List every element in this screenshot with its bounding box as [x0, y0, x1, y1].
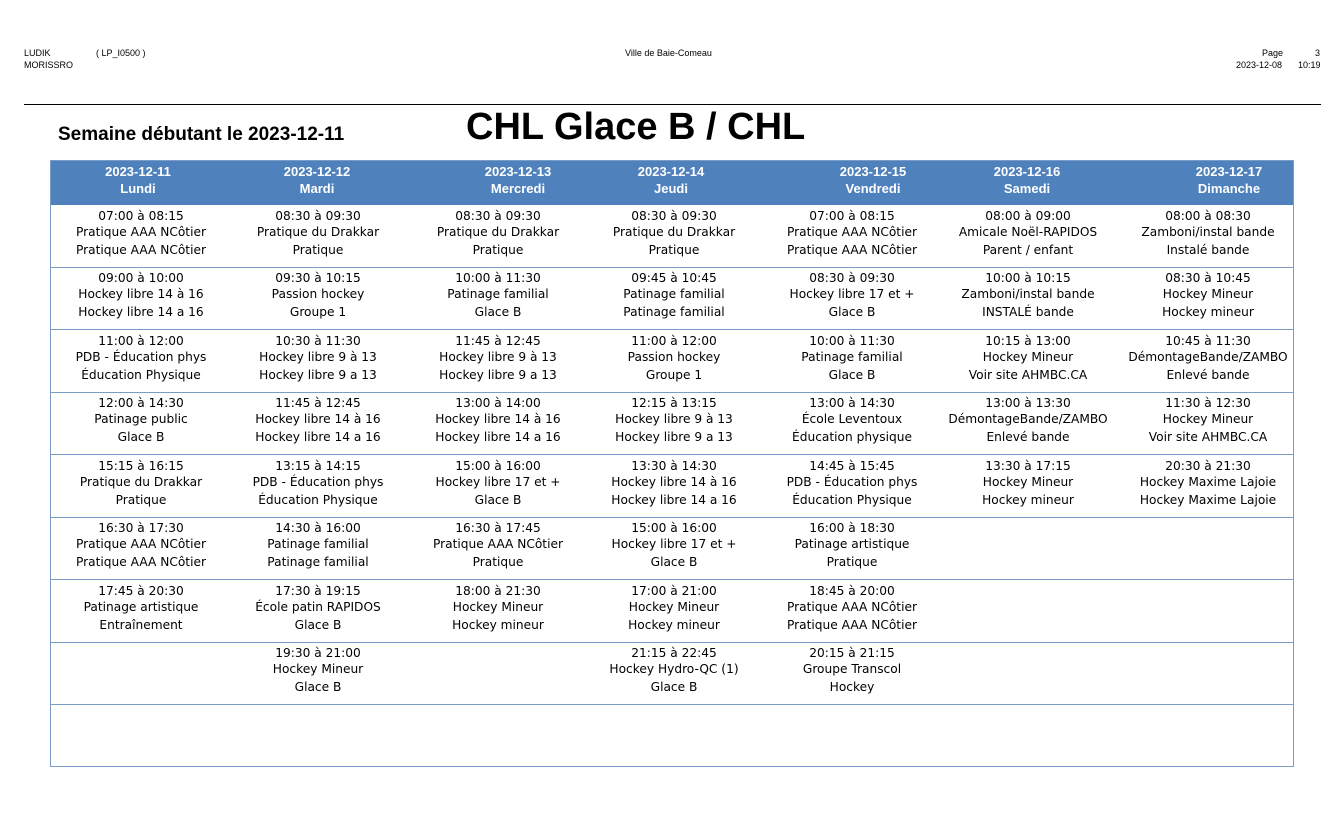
entry-time: 20:15 à 21:15	[809, 646, 895, 660]
entry-activity: Hockey Mineur	[452, 600, 544, 614]
entry-time: 15:00 à 16:00	[631, 521, 717, 535]
entry-group: Pratique	[648, 243, 700, 257]
schedule-entry	[223, 330, 413, 392]
entry-time: 16:30 à 17:30	[98, 521, 184, 535]
entry-time: 13:00 à 14:00	[455, 396, 541, 410]
schedule-entry	[46, 267, 236, 329]
entry-group: Pratique AAA NCôtier	[76, 243, 206, 257]
entry-group	[1113, 553, 1303, 571]
entry-group: Glace B	[474, 493, 522, 507]
entry-activity: Hockey libre 17 et +	[435, 475, 561, 489]
entry-activity: Pratique du Drakkar	[612, 225, 736, 239]
entry-group: Hockey mineur	[452, 618, 544, 632]
schedule-entry	[223, 580, 413, 642]
entry-activity	[1113, 660, 1303, 678]
entry-group: Hockey	[829, 680, 875, 694]
entry-activity: Pratique AAA NCôtier	[433, 537, 563, 551]
entry-time: 14:45 à 15:45	[809, 459, 895, 473]
entry-group: Glace B	[650, 680, 698, 694]
entry-activity: Hockey libre 14 à 16	[435, 412, 561, 426]
day-date: 2023-12-17	[1195, 164, 1263, 179]
entry-group	[46, 741, 236, 759]
report-code: ( LP_I0500 )	[96, 48, 146, 58]
schedule-entry	[933, 580, 1123, 642]
entry-time: 21:15 à 22:45	[631, 646, 717, 660]
entry-group	[579, 741, 769, 759]
entry-group: Éducation Physique	[792, 493, 912, 507]
entry-activity: Patinage familial	[447, 287, 549, 301]
entry-activity: Hockey Mineur	[982, 475, 1074, 489]
entry-activity: Zamboni/instal bande	[961, 287, 1095, 301]
entry-group: Groupe 1	[645, 368, 703, 382]
entry-time: 07:00 à 08:15	[809, 209, 895, 223]
print-time: 10:19	[1298, 60, 1321, 70]
schedule-entry	[46, 205, 236, 267]
schedule-entry	[403, 642, 593, 704]
entry-activity	[403, 723, 593, 741]
entry-activity: Hockey libre 17 et +	[611, 537, 737, 551]
entry-group: Enlevé bande	[1166, 368, 1250, 382]
entry-time: 08:30 à 10:45	[1165, 271, 1251, 285]
week-label: Semaine débutant le 2023-12-11	[58, 124, 345, 145]
entry-time: 08:30 à 09:30	[809, 271, 895, 285]
entry-time: 13:30 à 14:30	[631, 459, 717, 473]
day-header	[576, 161, 766, 205]
page-title: CHL Glace B / CHL	[466, 106, 806, 148]
day-header	[1134, 161, 1324, 205]
entry-group: Hockey mineur	[628, 618, 720, 632]
entry-time: 09:00 à 10:00	[98, 271, 184, 285]
entry-time: 08:30 à 09:30	[631, 209, 717, 223]
schedule-entry	[933, 517, 1123, 579]
entry-activity: PDB - Éducation phys	[786, 475, 918, 489]
entry-activity: Pratique AAA NCôtier	[76, 537, 206, 551]
entry-group: Pratique AAA NCôtier	[76, 555, 206, 569]
entry-activity	[1113, 535, 1303, 553]
day-name: Dimanche	[1197, 181, 1261, 196]
entry-group: Glace B	[474, 305, 522, 319]
entry-group: Hockey libre 14 a 16	[78, 305, 204, 319]
day-header	[222, 161, 412, 205]
entry-group: Pratique AAA NCôtier	[787, 243, 917, 257]
entry-activity: DémontageBande/ZAMBO	[948, 412, 1108, 426]
entry-time: 18:00 à 21:30	[455, 584, 541, 598]
entry-activity: Amicale Noël-RAPIDOS	[958, 225, 1098, 239]
schedule-entry	[757, 642, 947, 704]
schedule-entry	[403, 330, 593, 392]
entry-group: Pratique	[472, 243, 524, 257]
entry-time: 18:45 à 20:00	[809, 584, 895, 598]
day-header	[43, 161, 233, 205]
entry-activity: Pratique du Drakkar	[256, 225, 380, 239]
entry-activity: Passion hockey	[271, 287, 365, 301]
schedule-entry	[223, 205, 413, 267]
schedule-entry	[757, 455, 947, 517]
entry-activity: Pratique du Drakkar	[436, 225, 560, 239]
entry-activity	[1113, 598, 1303, 616]
schedule-entry	[403, 267, 593, 329]
entry-time: 12:00 à 14:30	[98, 396, 184, 410]
entry-activity: Hockey Mineur	[628, 600, 720, 614]
entry-activity	[933, 598, 1123, 616]
entry-group: Glace B	[294, 680, 342, 694]
entry-activity: Patinage familial	[267, 537, 369, 551]
day-date: 2023-12-16	[993, 164, 1061, 179]
entry-group	[933, 616, 1123, 634]
entry-activity	[933, 660, 1123, 678]
entry-activity: Patinage artistique	[83, 600, 199, 614]
system-name: LUDIK	[24, 48, 51, 58]
day-date: 2023-12-14	[637, 164, 705, 179]
entry-time: 10:00 à 11:30	[809, 334, 895, 348]
day-header	[932, 161, 1122, 205]
entry-group	[933, 553, 1123, 571]
entry-group: Enlevé bande	[986, 430, 1070, 444]
entry-activity: Pratique AAA NCôtier	[787, 225, 917, 239]
schedule-grid	[50, 160, 1294, 767]
schedule-entry	[579, 267, 769, 329]
entry-activity: Passion hockey	[627, 350, 721, 364]
entry-group: Pratique AAA NCôtier	[787, 618, 917, 632]
print-date: 2023-12-08	[1236, 60, 1283, 70]
page-number: 3	[1315, 48, 1321, 58]
schedule-entry	[1113, 642, 1303, 704]
entry-group: Entraînement	[99, 618, 183, 632]
entry-activity: Hockey libre 14 à 16	[78, 287, 204, 301]
entry-activity: École Leventoux	[801, 412, 903, 426]
entry-group: Hockey libre 14 a 16	[611, 493, 737, 507]
entry-time: 12:15 à 13:15	[631, 396, 717, 410]
entry-time: 11:30 à 12:30	[1165, 396, 1251, 410]
entry-activity: DémontageBande/ZAMBO	[1128, 350, 1288, 364]
schedule-entry	[757, 580, 947, 642]
entry-activity: École patin RAPIDOS	[255, 600, 381, 614]
schedule-entry	[933, 392, 1123, 454]
entry-group	[1113, 678, 1303, 696]
schedule-entry	[579, 330, 769, 392]
schedule-entry	[579, 455, 769, 517]
schedule-entry	[933, 330, 1123, 392]
entry-group: Éducation Physique	[258, 493, 378, 507]
entry-activity: Hockey Mineur	[272, 662, 364, 676]
schedule-entry	[757, 205, 947, 267]
day-date: 2023-12-12	[283, 164, 351, 179]
schedule-entry	[1113, 517, 1303, 579]
schedule-entry	[1113, 705, 1303, 767]
entry-group	[933, 741, 1123, 759]
schedule-entry	[1113, 330, 1303, 392]
day-date: 2023-12-15	[839, 164, 907, 179]
schedule-entry	[46, 330, 236, 392]
entry-group: Hockey Maxime Lajoie	[1139, 493, 1277, 507]
schedule-entry	[579, 392, 769, 454]
entry-group: Hockey mineur	[982, 493, 1074, 507]
entry-activity	[46, 660, 236, 678]
entry-group: Groupe 1	[289, 305, 347, 319]
schedule-entry	[223, 267, 413, 329]
schedule-entry	[579, 580, 769, 642]
schedule-entry	[46, 455, 236, 517]
entry-group: Pratique	[292, 243, 344, 257]
entry-group: Hockey libre 14 a 16	[255, 430, 381, 444]
entry-time: 13:15 à 14:15	[275, 459, 361, 473]
entry-group: Glace B	[117, 430, 165, 444]
entry-time: 08:00 à 08:30	[1165, 209, 1251, 223]
schedule-entry	[579, 705, 769, 767]
entry-activity: Hockey libre 9 à 13	[439, 350, 557, 364]
entry-activity: Patinage familial	[801, 350, 903, 364]
entry-activity: Pratique AAA NCôtier	[76, 225, 206, 239]
entry-time: 11:45 à 12:45	[455, 334, 541, 348]
schedule-entry	[579, 205, 769, 267]
entry-activity: Patinage familial	[623, 287, 725, 301]
entry-time: 15:00 à 16:00	[455, 459, 541, 473]
entry-time: 13:00 à 13:30	[985, 396, 1071, 410]
schedule-entry	[579, 642, 769, 704]
schedule-entry	[223, 392, 413, 454]
entry-time: 13:00 à 14:30	[809, 396, 895, 410]
schedule-entry	[46, 642, 236, 704]
entry-time: 10:45 à 11:30	[1165, 334, 1251, 348]
schedule-entry	[46, 392, 236, 454]
schedule-entry	[403, 455, 593, 517]
entry-activity: Hockey Maxime Lajoie	[1139, 475, 1277, 489]
entry-time: 14:30 à 16:00	[275, 521, 361, 535]
entry-group: Glace B	[828, 305, 876, 319]
entry-time: 17:45 à 20:30	[98, 584, 184, 598]
entry-activity: Pratique du Drakkar	[79, 475, 203, 489]
entry-activity: Pratique AAA NCôtier	[787, 600, 917, 614]
entry-group: Éducation physique	[792, 430, 912, 444]
schedule-entry	[403, 517, 593, 579]
entry-time: 13:30 à 17:15	[985, 459, 1071, 473]
entry-activity	[46, 723, 236, 741]
entry-activity: Hockey libre 14 à 16	[255, 412, 381, 426]
schedule-entry	[579, 517, 769, 579]
schedule-entry	[757, 392, 947, 454]
schedule-entry	[46, 580, 236, 642]
entry-activity: Hockey Mineur	[982, 350, 1074, 364]
schedule-entry	[1113, 455, 1303, 517]
day-name: Jeudi	[654, 181, 688, 196]
day-name: Mardi	[299, 181, 335, 196]
entry-activity: Patinage artistique	[794, 537, 910, 551]
entry-time: 07:00 à 08:15	[98, 209, 184, 223]
entry-activity: Hockey libre 9 à 13	[259, 350, 377, 364]
entry-activity: PDB - Éducation phys	[252, 475, 384, 489]
schedule-entry	[757, 705, 947, 767]
entry-group: Éducation Physique	[81, 368, 201, 382]
entry-group: Glace B	[294, 618, 342, 632]
entry-group: Parent / enfant	[982, 243, 1074, 257]
entry-group: Glace B	[828, 368, 876, 382]
entry-time: 08:30 à 09:30	[275, 209, 361, 223]
entry-activity: PDB - Éducation phys	[75, 350, 207, 364]
entry-activity	[223, 723, 413, 741]
entry-group	[223, 741, 413, 759]
schedule-entry	[933, 455, 1123, 517]
entry-group	[403, 678, 593, 696]
entry-time: 11:45 à 12:45	[275, 396, 361, 410]
entry-time: 09:45 à 10:45	[631, 271, 717, 285]
entry-group: INSTALÉ bande	[982, 305, 1074, 319]
schedule-entry	[223, 517, 413, 579]
entry-activity	[757, 723, 947, 741]
schedule-header-row	[51, 161, 1293, 205]
schedule-entry	[403, 580, 593, 642]
entry-group: Voir site AHMBC.CA	[968, 368, 1088, 382]
entry-group	[1113, 741, 1303, 759]
day-name: Mercredi	[490, 181, 546, 196]
schedule-entry	[1113, 267, 1303, 329]
entry-activity: Zamboni/instal bande	[1141, 225, 1275, 239]
entry-group: Hockey libre 9 a 13	[439, 368, 557, 382]
schedule-entry	[757, 267, 947, 329]
entry-activity: Groupe Transcol	[802, 662, 902, 676]
entry-activity: Hockey Mineur	[1162, 287, 1254, 301]
schedule-entry	[223, 642, 413, 704]
schedule-entry	[1113, 392, 1303, 454]
schedule-entry	[403, 705, 593, 767]
entry-time: 16:00 à 18:30	[809, 521, 895, 535]
entry-group	[933, 678, 1123, 696]
schedule-entry	[1113, 580, 1303, 642]
entry-activity: Hockey Hydro-QC (1)	[609, 662, 739, 676]
entry-time: 15:15 à 16:15	[98, 459, 184, 473]
entry-activity: Hockey libre 9 à 13	[615, 412, 733, 426]
day-date: 2023-12-11	[105, 164, 171, 179]
entry-activity: Hockey libre 17 et +	[789, 287, 915, 301]
entry-time: 11:00 à 12:00	[98, 334, 184, 348]
schedule-entry	[933, 205, 1123, 267]
user-name: MORISSRO	[24, 60, 74, 70]
entry-group: Hockey libre 9 a 13	[615, 430, 733, 444]
entry-time: 20:30 à 21:30	[1165, 459, 1251, 473]
entry-group	[403, 741, 593, 759]
day-name: Vendredi	[845, 181, 901, 196]
entry-group: Patinage familial	[623, 305, 725, 319]
entry-group: Pratique	[472, 555, 524, 569]
entry-group: Patinage familial	[267, 555, 369, 569]
page-label: Page	[1262, 48, 1284, 58]
schedule-entry	[1113, 205, 1303, 267]
day-name: Lundi	[120, 181, 156, 196]
entry-group	[1113, 616, 1303, 634]
entry-activity	[1113, 723, 1303, 741]
entry-group: Pratique	[826, 555, 878, 569]
entry-time: 08:30 à 09:30	[455, 209, 541, 223]
entry-group: Hockey mineur	[1162, 305, 1254, 319]
entry-time: 08:00 à 09:00	[985, 209, 1071, 223]
entry-group: Glace B	[650, 555, 698, 569]
entry-time: 10:30 à 11:30	[275, 334, 361, 348]
entry-activity	[579, 723, 769, 741]
entry-group	[757, 741, 947, 759]
entry-activity: Hockey libre 14 à 16	[611, 475, 737, 489]
schedule-entry	[46, 705, 236, 767]
entry-time: 11:00 à 12:00	[631, 334, 717, 348]
entry-time: 16:30 à 17:45	[455, 521, 541, 535]
entry-group: Hockey libre 9 a 13	[259, 368, 377, 382]
schedule-entry	[223, 455, 413, 517]
entry-activity: Hockey Mineur	[1162, 412, 1254, 426]
schedule-entry	[46, 517, 236, 579]
entry-time: 17:00 à 21:00	[631, 584, 717, 598]
entry-group: Instalé bande	[1166, 243, 1250, 257]
entry-time: 10:15 à 13:00	[985, 334, 1071, 348]
entry-activity	[403, 660, 593, 678]
schedule-entry	[933, 267, 1123, 329]
entry-group: Voir site AHMBC.CA	[1148, 430, 1268, 444]
entry-time: 10:00 à 10:15	[985, 271, 1071, 285]
header-divider	[24, 104, 1321, 105]
entry-time: 10:00 à 11:30	[455, 271, 541, 285]
schedule-entry	[933, 705, 1123, 767]
schedule-entry	[403, 392, 593, 454]
schedule-entry	[403, 205, 593, 267]
entry-group: Hockey libre 14 a 16	[435, 430, 561, 444]
day-date: 2023-12-13	[484, 164, 552, 179]
entry-time: 09:30 à 10:15	[275, 271, 361, 285]
organization-name: Ville de Baie-Comeau	[625, 48, 712, 58]
entry-time: 17:30 à 19:15	[275, 584, 361, 598]
schedule-entry	[757, 330, 947, 392]
entry-activity	[933, 535, 1123, 553]
entry-activity	[933, 723, 1123, 741]
entry-time: 19:30 à 21:00	[275, 646, 361, 660]
entry-group: Pratique	[115, 493, 167, 507]
schedule-entry	[933, 642, 1123, 704]
day-name: Samedi	[1003, 181, 1051, 196]
schedule-entry	[223, 705, 413, 767]
entry-group	[46, 678, 236, 696]
schedule-entry	[757, 517, 947, 579]
entry-activity: Patinage public	[94, 412, 188, 426]
